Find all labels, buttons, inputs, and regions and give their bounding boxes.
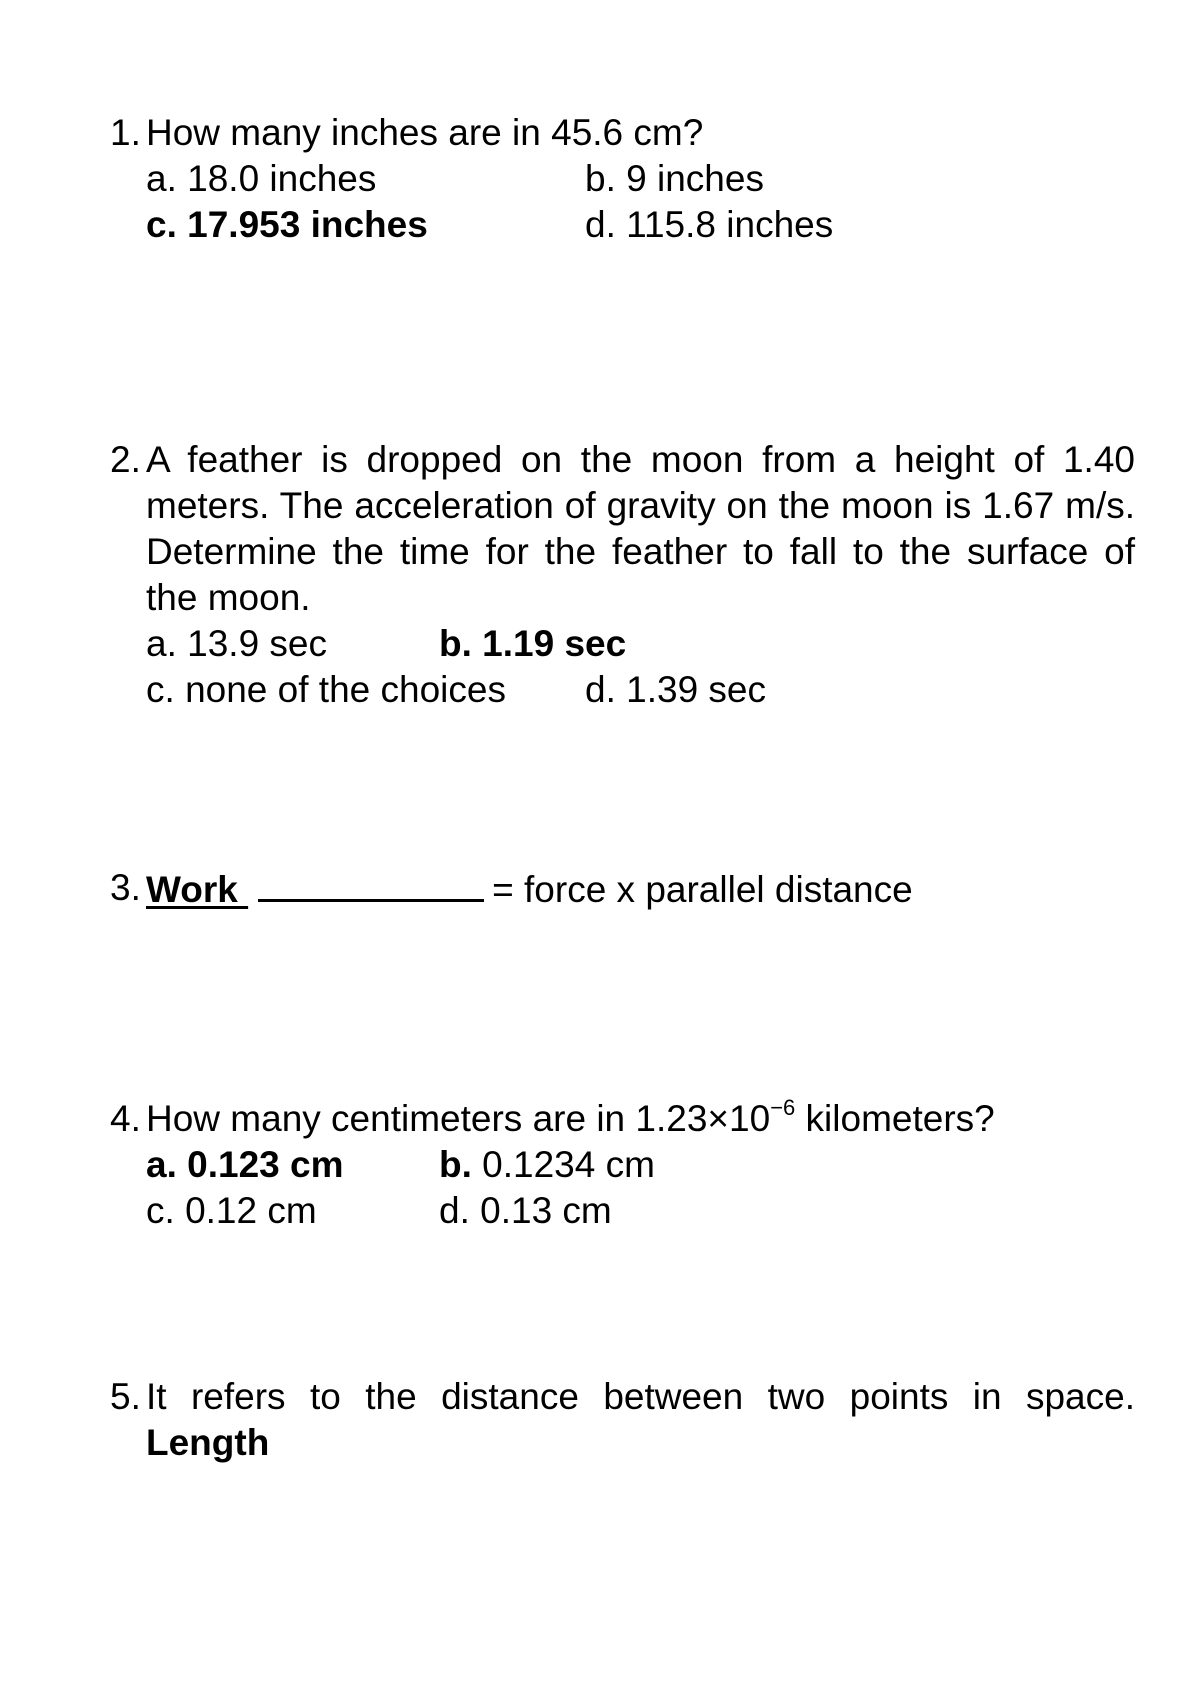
question-text: A feather is dropped on the moon from a height of 1.40 meters. The acceleration of gravity on the moon is 1.67 m/s. Determine the time for the feather to fall to the surface of the moon. — [146, 439, 1135, 618]
option-a: a. 13.9 sec — [146, 623, 328, 664]
question-1 — [110, 110, 1135, 248]
question-text: How many inches are in 45.6 cm? — [146, 112, 704, 153]
option-d: d. 115.8 inches — [585, 204, 834, 245]
options-row — [146, 667, 1135, 713]
options-row — [146, 202, 1135, 248]
answer-text: Length — [146, 1422, 270, 1463]
option-a: a. 18.0 inches — [146, 158, 377, 199]
option-c-correct: c. 17.953 inches — [146, 204, 428, 245]
options-row — [146, 1188, 1135, 1234]
option-b: b. 0.1234 cm — [439, 1144, 655, 1185]
question-number: 1. — [110, 112, 141, 153]
question-number: 3. — [110, 867, 141, 908]
question-text: = force x parallel distance — [492, 869, 913, 910]
option-d: d. 1.39 sec — [585, 669, 767, 710]
option-b: b. 9 inches — [585, 158, 764, 199]
option-c: c. none of the choices — [146, 669, 506, 710]
option-c: c. 0.12 cm — [146, 1190, 317, 1231]
question-5 — [110, 1374, 1135, 1466]
answer-blank-line — [258, 865, 484, 902]
question-number: 4. — [110, 1098, 141, 1139]
question-text: It refers to the distance between two points in space. — [146, 1376, 1135, 1417]
question-3 — [110, 865, 1135, 913]
option-d: d. 0.13 cm — [439, 1190, 612, 1231]
question-4 — [110, 1096, 1135, 1234]
option-b-correct: b. 1.19 sec — [439, 623, 627, 664]
question-number: 2. — [110, 439, 141, 480]
question-text: How many centimeters are in $1.23\times 10^{-6}$ kilometers? — [146, 1095, 995, 1139]
options-row — [146, 621, 1135, 667]
question-2 — [110, 437, 1135, 713]
options-row — [146, 156, 1135, 202]
options-row — [146, 1142, 1135, 1188]
exponent: −6 — [770, 1095, 796, 1120]
question-number: 5. — [110, 1376, 141, 1417]
fill-in-answer: Work — [146, 869, 249, 910]
option-a-correct: a. 0.123 cm — [146, 1144, 344, 1185]
